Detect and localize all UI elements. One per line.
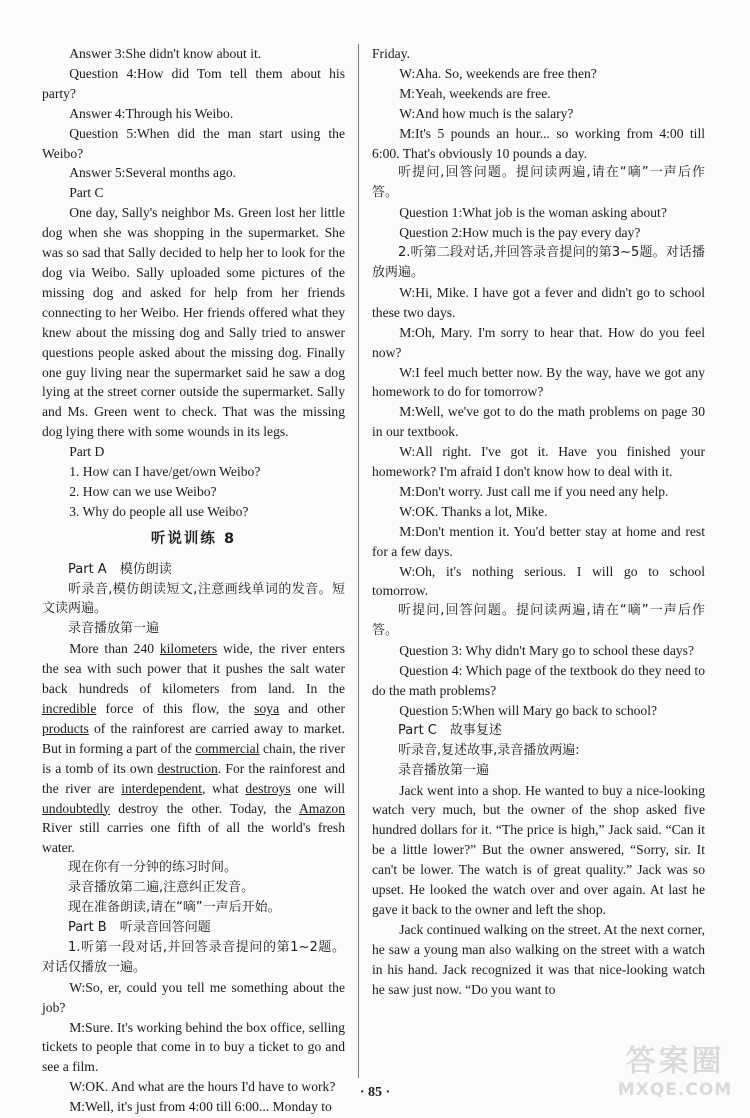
dialogue-line: M:It's 5 pounds an hour... so working from 4:00 till 6:00. That's obviously 10 pounds a day. [372, 125, 705, 161]
underlined-word: undoubtedly [42, 800, 110, 816]
part-d-label: Part D [69, 444, 105, 460]
watermark-bottom: MXQE.COM [617, 1080, 733, 1100]
practice-line: 现在你有一分钟的练习时间。 [68, 860, 238, 876]
part-c-title: Part C 故事复述 [398, 722, 502, 738]
dialogue2-instruction: 2.听第二段对话,并回答录音提问的第3~5题。对话播放两遍。 [372, 245, 705, 280]
column-divider [358, 44, 359, 1078]
passage-text: chain, the river is a tomb of its own [42, 740, 345, 776]
part-d-item: 1. How can I have/get/own Weibo? [69, 464, 261, 480]
part-a-title: Part A 模仿朗读 [68, 561, 172, 577]
first-play-label: 录音播放第一遍 [68, 621, 160, 637]
question-2: Question 2:How much is the pay every day? [399, 225, 641, 241]
underlined-word: destruction [157, 760, 218, 776]
story-paragraph: Jack went into a shop. He wanted to buy a nice-looking watch very much, but the owner of the shop asked five hundred dollars for it. “The price is high,” Jack said. “Can it be a little lower?” But the owner answered, “Sorry, sir. It can't be lower. The watch is of great quality.” Jack was so upset. He looked the watch over and over again. At last he gave it back to the owner and left the shop. [372, 782, 705, 917]
dialogue-line: M:Sure. It's working behind the box office, selling tickets to people that come in to buy a ticket to go and see a film. [42, 1019, 345, 1075]
dialogue-line: W:And how much is the salary? [399, 105, 574, 121]
dialogue-line: W:OK. Thanks a lot, Mike. [399, 503, 548, 519]
passage-text: force of this flow, the [96, 701, 255, 716]
underlined-word: incredible [42, 701, 97, 716]
dialogue-continuation: Friday. [372, 46, 411, 61]
part-c-label: Part C [69, 185, 104, 201]
part-c-instruction: 听录音,复述故事,录音播放两遍: [398, 742, 580, 758]
ask-instruction: 听提问,回答问题。提问读两遍,请在“嘀”一声后作答。 [372, 165, 705, 201]
dialogue-line: W:OK. And what are the hours I'd have to work? [69, 1079, 336, 1095]
part-d-item: 3. Why do people all use Weibo? [69, 503, 249, 519]
page-number: · 85 · [359, 1085, 391, 1100]
watermark-top: 答案圈 [625, 1044, 725, 1079]
underlined-word: soya [254, 701, 280, 716]
watermark-logo [610, 1036, 740, 1108]
part-c-story: One day, Sally's neighbor Ms. Green lost her little dog when she was shopping in the supermarket. She was so sad that Sally decided to help her to look for the dog via Weibo. Sally uploaded some pictures of the missing dog and asked for help from her friends connecting to her Weibo. Her friends offered what they knew about the missing dog and Sally tried to answer questions people asked about the missing dog. Finally one guy living near the supermarket said he saw a dog lying at the street corner outside the supermarket. Sally and Ms. Green went to check. That was the missing dog lying there with some wounds in its legs. [42, 205, 345, 440]
passage-text: and other [279, 701, 346, 716]
passage-text: More than 240 [69, 641, 160, 657]
left-column [42, 44, 345, 1117]
passage-text: one will [290, 780, 345, 796]
answer-5: Answer 5:Several months ago. [69, 165, 237, 181]
question-1: Question 1:What job is the woman asking about? [399, 205, 667, 221]
dialogue-line: W:So, er, could you tell me something about the job? [42, 979, 345, 1015]
question-4: Question 4:How did Tom tell them about his party? [42, 65, 345, 101]
question-4: Question 4: Which page of the textbook do they need to do the math problems? [372, 663, 705, 698]
dialogue-line: M:Well, it's just from 4:00 till 6:00... Monday to [69, 1099, 332, 1115]
underlined-word: destroys [245, 780, 291, 796]
passage-text: of the rainforest are carried away to market. But in forming a part of the [42, 720, 345, 756]
dialogue-line: W:I feel much better now. By the way, have we got any homework to do for tomorrow? [372, 364, 705, 400]
question-3: Question 3: Why didn't Mary go to school these days? [399, 643, 694, 659]
passage-text: destroy the other. Today, the [109, 800, 299, 816]
question-5: Question 5:When did the man start using the Weibo? [42, 125, 345, 161]
part-a-instruction: 听录音,模仿朗读短文,注意画线单词的发音。短文读两遍。 [42, 581, 345, 617]
passage-text: , what [201, 780, 246, 796]
dialogue-line: M:Yeah, weekends are free. [399, 85, 551, 101]
dialogue-line: W:Hi, Mike. I have got a fever and didn't go to school these two days. [372, 284, 705, 320]
part-b-instruction: 1.听第一段对话,并回答录音提问的第1~2题。对话仅播放一遍。 [42, 939, 345, 975]
dialogue-line: W:Aha. So, weekends are free then? [399, 65, 597, 81]
dialogue-line: W:Oh, it's nothing serious. I will go to school tomorrow. [372, 563, 705, 599]
practice-line: 录音播放第二遍,注意纠正发音。 [68, 880, 255, 896]
answer-4: Answer 4:Through his Weibo. [69, 105, 234, 121]
question-5: Question 5:When will Mary go back to school? [399, 702, 658, 718]
right-column [372, 44, 705, 1000]
story-paragraph: Jack continued walking on the street. At the next corner, he saw a young man also walking on the street with a watch in his hand. Jack recognized it was that nice-looking watch he saw just now. “Do you want to [372, 921, 705, 997]
section-title: 听说训练 8 [150, 530, 237, 547]
passage-text: . For the rainforest and the river are [42, 760, 346, 796]
underlined-word: kilometers [159, 641, 218, 657]
first-play-label: 录音播放第一遍 [398, 762, 490, 778]
dialogue-line: M:Don't worry. Just call me if you need any help. [399, 483, 669, 499]
dialogue-line: W:All right. I've got it. Have you finished your homework? I'm afraid I don't know how to deal with it. [372, 444, 705, 480]
underlined-word: interdependent [121, 780, 202, 796]
underlined-word: Amazon [298, 800, 345, 816]
passage-text: wide, the river enters the sea with such power that it pushes the salt water back hundreds of kilometers from land. In the [42, 641, 345, 697]
dialogue-line: M:Oh, Mary. I'm sorry to hear that. How do you feel now? [372, 324, 705, 360]
dialogue-line: M:Don't mention it. You'd better stay at home and rest for a few days. [372, 523, 705, 559]
passage-text: River still carries one fifth of all the world's fresh water. [42, 820, 345, 856]
part-d-item: 2. How can we use Weibo? [69, 483, 217, 499]
underlined-word: commercial [195, 740, 260, 756]
ask-instruction: 听提问,回答问题。提问读两遍,请在“嘀”一声后作答。 [372, 603, 705, 639]
practice-line: 现在准备朗读,请在“嘀”一声后开始。 [68, 900, 281, 916]
answer-3: Answer 3:She didn't know about it. [69, 46, 262, 61]
part-b-title: Part B 听录音回答问题 [68, 919, 211, 935]
reading-passage [42, 639, 345, 858]
underlined-word: products [42, 720, 89, 736]
dialogue-line: M:Well, we've got to do the math problems on page 30 in our textbook. [372, 404, 705, 440]
